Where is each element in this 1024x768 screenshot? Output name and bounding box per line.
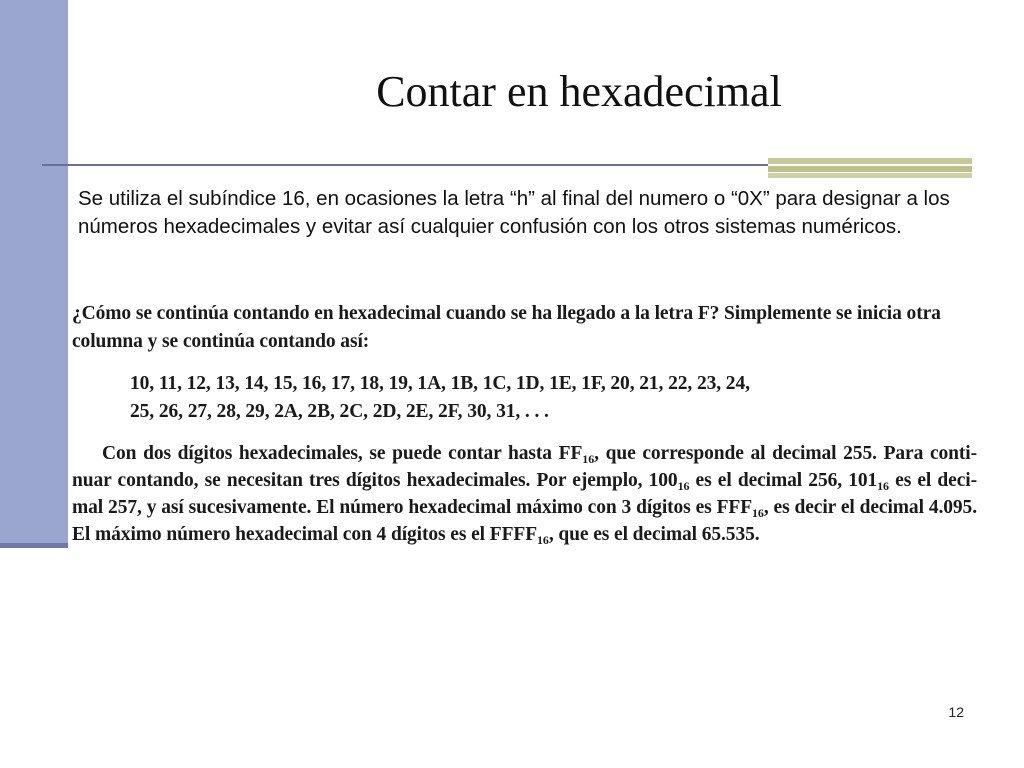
subscript-16: 16 [752, 506, 764, 520]
slide-title: Contar en hexadecimal [376, 67, 782, 116]
subscript-16: 16 [877, 479, 889, 493]
explanation-paragraph [72, 440, 977, 548]
page-number: 12 [948, 704, 964, 720]
subscript-16: 16 [582, 452, 595, 466]
sequence-line-1: 10, 11, 12, 13, 14, 15, 16, 17, 18, 19, 1A, 1B, 1C, 1D, 1E, 1F, 20, 21, 22, 23, 24, [130, 373, 750, 394]
hex-sequence [130, 370, 977, 426]
para-part-1: Con dos dígitos hexadecimales, se puede contar hasta FF [102, 443, 583, 464]
sequence-line-2: 25, 26, 27, 28, 29, 2A, 2B, 2C, 2D, 2E, 2F, 30, 31, . . . [130, 401, 549, 422]
para-part-6: , que es el decimal 65.535. [548, 524, 760, 545]
para-part-4: es el deci-mal 257, y así sucesivamente. El número hexadecimal máximo con 3 dígitos es FFF [72, 470, 977, 518]
left-accent-bar [0, 0, 68, 548]
question-paragraph [72, 300, 977, 356]
question-line-1: ¿Cómo se continúa contando en hexadecimal cuando se ha llegado a la letra F? Simplemente se inicia otra [72, 303, 941, 324]
para-part-3: es el decimal 256, 101 [689, 470, 878, 491]
left-accent-bar-edge [0, 543, 68, 548]
question-line-2: columna y se continúa contando así: [72, 331, 370, 352]
subscript-16: 16 [537, 533, 549, 547]
para-part-2: , que corresponde al decimal 255. Para conti-nuar contando, se necesitan tres dígitos hexadecimales. Por ejemplo, 100 [72, 443, 977, 491]
title-accent-stripes [768, 158, 972, 178]
para-part-5: , es decir el decimal 4.095. El máximo número hexadecimal con 4 dígitos es el FFFF [72, 497, 977, 545]
book-excerpt [72, 300, 977, 548]
intro-text: Se utiliza el subíndice 16, en ocasiones la letra “h” al final del numero o “0X” para designar a los números hexadecimales y evitar así cualquier confusión con los otros sistemas numéricos. [78, 187, 950, 238]
subscript-16: 16 [677, 479, 690, 493]
